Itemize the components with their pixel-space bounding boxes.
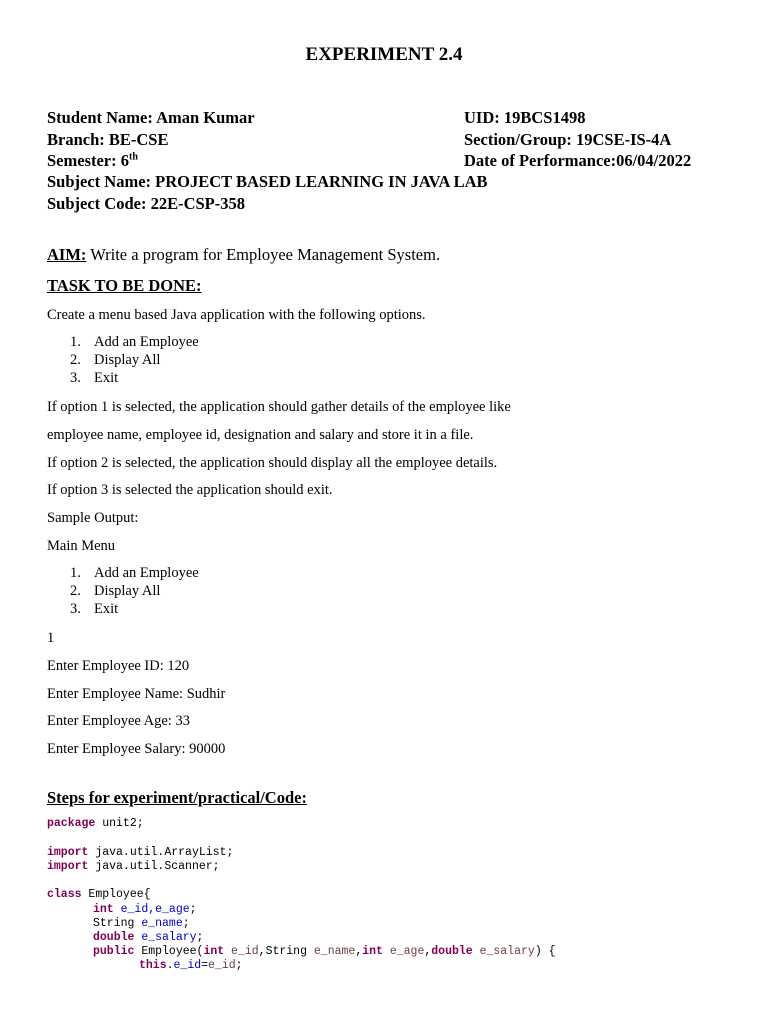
list-number: 1. [70, 565, 81, 581]
code-keyword: import [47, 846, 89, 859]
code-param: e_name [313, 945, 356, 958]
code-param: e_id [208, 959, 236, 972]
code-text: Employee{ [81, 888, 151, 901]
list-text: Add an Employee [94, 334, 199, 350]
student-name: Student Name: Aman Kumar [47, 108, 255, 127]
sample-enter-age: Enter Employee Age: 33 [47, 713, 190, 729]
sample-menu-item-2 [70, 583, 160, 600]
subject-name: Subject Name: PROJECT BASED LEARNING IN JAVA LAB [47, 172, 488, 191]
code-keyword: import [47, 860, 89, 873]
code-line-import-arraylist [47, 846, 233, 859]
branch: Branch: BE-CSE [47, 130, 169, 149]
code-text: ; [196, 931, 204, 944]
code-line-import-scanner [47, 860, 220, 873]
code-line-constructor [93, 945, 556, 958]
sample-menu-item-1 [70, 565, 199, 582]
aim-text: Write a program for Employee Management System. [86, 245, 441, 264]
option1-line2: employee name, employee id, designation and salary and store it in a file. [47, 427, 474, 443]
code-text: ,String [258, 945, 314, 958]
code-keyword: int [93, 903, 114, 916]
option1-line1: If option 1 is selected, the application should gather details of the employee like [47, 399, 511, 415]
code-text: ; [235, 959, 243, 972]
code-line-package [47, 817, 144, 830]
sample-choice: 1 [47, 630, 55, 646]
list-number: 2. [70, 583, 81, 599]
code-line-this-assign [139, 959, 243, 972]
code-keyword: double [431, 945, 473, 958]
menu-item-1 [70, 334, 199, 351]
code-text: Employee( [134, 945, 204, 958]
code-keyword: public [93, 945, 135, 958]
sample-menu-item-3 [70, 601, 118, 618]
list-number: 1. [70, 334, 81, 350]
code-text: = [201, 959, 209, 972]
code-keyword: double [93, 931, 135, 944]
experiment-title: EXPERIMENT 2.4 [305, 44, 463, 65]
menu-item-3 [70, 370, 118, 387]
sample-enter-salary: Enter Employee Salary: 90000 [47, 741, 226, 757]
code-line-string-field [93, 917, 190, 930]
intro-text: Create a menu based Java application with the following options. [47, 307, 426, 323]
aim-label: AIM: [47, 245, 87, 264]
steps-heading: Steps for experiment/practical/Code: [47, 788, 307, 807]
code-text: java.util.ArrayList; [88, 846, 234, 859]
code-field: e_salary [141, 931, 197, 944]
code-line-double-field [93, 931, 203, 944]
sample-enter-id: Enter Employee ID: 120 [47, 658, 190, 674]
list-text: Exit [94, 601, 119, 617]
list-text: Add an Employee [94, 565, 199, 581]
list-number: 2. [70, 352, 81, 368]
code-field: e_id,e_age [120, 903, 190, 916]
code-text: ) { [534, 945, 556, 958]
code-keyword: package [47, 817, 96, 830]
semester [47, 151, 138, 171]
code-field: e_name [141, 917, 183, 930]
main-menu-label: Main Menu [47, 538, 116, 554]
code-field: e_id [173, 959, 202, 972]
option3-text: If option 3 is selected the application should exit. [47, 482, 333, 498]
code-param: e_salary [472, 945, 535, 958]
code-keyword: int [362, 945, 383, 958]
code-text: , [355, 945, 363, 958]
code-text: ; [189, 903, 197, 916]
code-param: e_age [382, 945, 425, 958]
code-text: unit2; [95, 817, 144, 830]
subject-code: Subject Code: 22E-CSP-358 [47, 194, 245, 213]
code-keyword: class [47, 888, 82, 901]
list-text: Display All [94, 352, 161, 368]
code-keyword: this [139, 959, 167, 972]
code-text: . [166, 959, 174, 972]
code-text: , [424, 945, 432, 958]
sample-enter-name: Enter Employee Name: Sudhir [47, 686, 226, 702]
section-group: Section/Group: 19CSE-IS-4A [464, 130, 672, 149]
code-text [114, 903, 121, 916]
option2-text: If option 2 is selected, the application should display all the employee details. [47, 455, 498, 471]
date-of-performance: Date of Performance:06/04/2022 [464, 151, 692, 170]
code-text: java.util.Scanner; [88, 860, 220, 873]
sample-output-label: Sample Output: [47, 510, 139, 526]
task-heading: TASK TO BE DONE: [47, 276, 202, 295]
list-text: Display All [94, 583, 161, 599]
menu-item-2 [70, 352, 160, 369]
code-type: String [93, 917, 142, 930]
semester-superscript: th [129, 151, 138, 163]
code-text: ; [182, 917, 190, 930]
list-number: 3. [70, 601, 81, 617]
semester-text: Semester: 6 [47, 151, 130, 170]
list-text: Exit [94, 370, 119, 386]
code-keyword: int [203, 945, 225, 958]
code-line-int-fields [93, 903, 197, 916]
code-line-class [47, 888, 151, 901]
uid: UID: 19BCS1498 [464, 108, 586, 127]
code-param: e_id [224, 945, 259, 958]
aim-line [47, 245, 440, 265]
list-number: 3. [70, 370, 81, 386]
